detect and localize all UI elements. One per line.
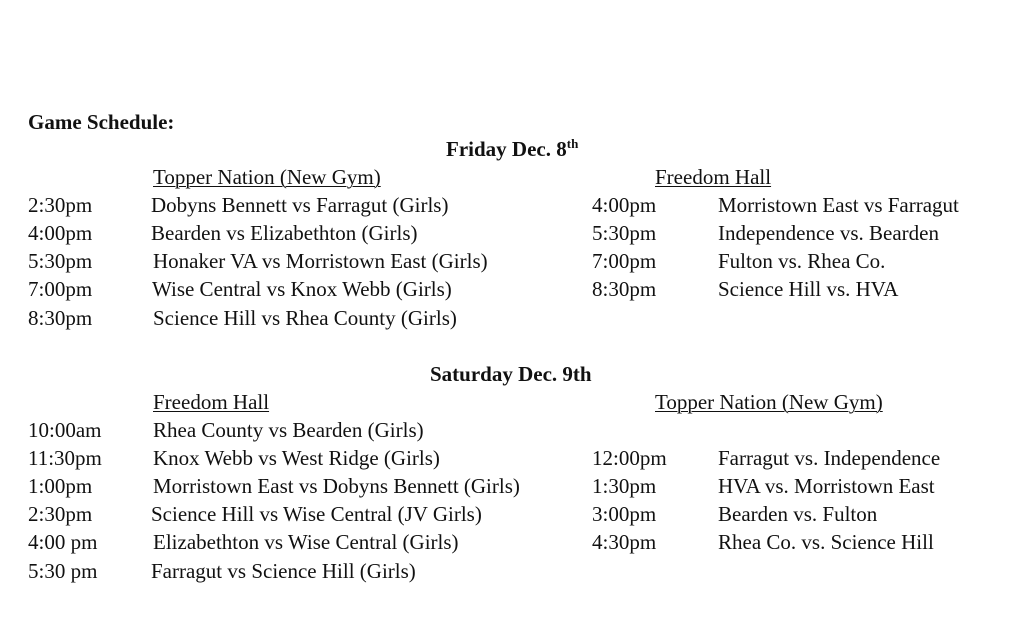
friday-left-matchup-3: Honaker VA vs Morristown East (Girls) [153, 249, 488, 273]
saturday-left-time-3: 1:00pm [28, 474, 93, 498]
friday-right-time-1: 4:00pm [592, 193, 657, 217]
friday-right-matchup-2: Independence vs. Bearden [718, 221, 939, 245]
saturday-left-matchup-3: Morristown East vs Dobyns Bennett (Girls) [153, 474, 520, 498]
saturday-right-venue: Topper Nation (New Gym) [655, 390, 883, 414]
friday-right-matchup-4: Science Hill vs. HVA [718, 277, 899, 301]
saturday-left-matchup-2: Knox Webb vs West Ridge (Girls) [153, 446, 440, 470]
saturday-left-time-4: 2:30pm [28, 502, 93, 526]
friday-left-matchup-1: Dobyns Bennett vs Farragut (Girls) [151, 193, 449, 217]
friday-right-time-3: 7:00pm [592, 249, 657, 273]
saturday-left-time-2: 11:30pm [28, 446, 102, 470]
friday-day-suffix: th [566, 136, 579, 151]
friday-heading [446, 136, 579, 161]
friday-right-time-4: 8:30pm [592, 277, 657, 301]
saturday-right-matchup-4: Rhea Co. vs. Science Hill [718, 530, 934, 554]
friday-left-matchup-4: Wise Central vs Knox Webb (Girls) [152, 277, 452, 301]
saturday-right-time-2: 1:30pm [592, 474, 657, 498]
friday-left-time-1: 2:30pm [28, 193, 93, 217]
saturday-left-matchup-4: Science Hill vs Wise Central (JV Girls) [151, 502, 482, 526]
saturday-left-time-5: 4:00 pm [28, 530, 98, 554]
friday-left-venue: Topper Nation (New Gym) [153, 165, 381, 189]
friday-left-time-4: 7:00pm [28, 277, 93, 301]
saturday-right-time-4: 4:30pm [592, 530, 657, 554]
schedule-title: Game Schedule: [28, 110, 175, 134]
saturday-heading: Saturday Dec. 9th [430, 362, 592, 386]
saturday-right-matchup-1: Farragut vs. Independence [718, 446, 941, 470]
saturday-left-matchup-6: Farragut vs Science Hill (Girls) [151, 559, 416, 583]
saturday-left-matchup-5: Elizabethton vs Wise Central (Girls) [153, 530, 459, 554]
friday-left-time-3: 5:30pm [28, 249, 93, 273]
saturday-right-time-1: 12:00pm [592, 446, 667, 470]
saturday-left-venue: Freedom Hall [153, 390, 270, 414]
friday-right-venue: Freedom Hall [655, 165, 772, 189]
saturday-left-time-1: 10:00am [28, 418, 102, 442]
friday-right-matchup-3: Fulton vs. Rhea Co. [718, 249, 886, 273]
saturday-left-matchup-1: Rhea County vs Bearden (Girls) [153, 418, 424, 442]
friday-left-time-2: 4:00pm [28, 221, 93, 245]
saturday-right-matchup-3: Bearden vs. Fulton [718, 502, 878, 526]
friday-right-time-2: 5:30pm [592, 221, 657, 245]
friday-left-matchup-2: Bearden vs Elizabethton (Girls) [151, 221, 418, 245]
friday-left-time-5: 8:30pm [28, 306, 93, 330]
saturday-right-time-3: 3:00pm [592, 502, 657, 526]
saturday-left-time-6: 5:30 pm [28, 559, 98, 583]
friday-left-matchup-5: Science Hill vs Rhea County (Girls) [153, 306, 457, 330]
friday-day-label: Friday Dec. 8 [446, 137, 567, 161]
friday-right-matchup-1: Morristown East vs Farragut [718, 193, 959, 217]
saturday-right-matchup-2: HVA vs. Morristown East [718, 474, 935, 498]
